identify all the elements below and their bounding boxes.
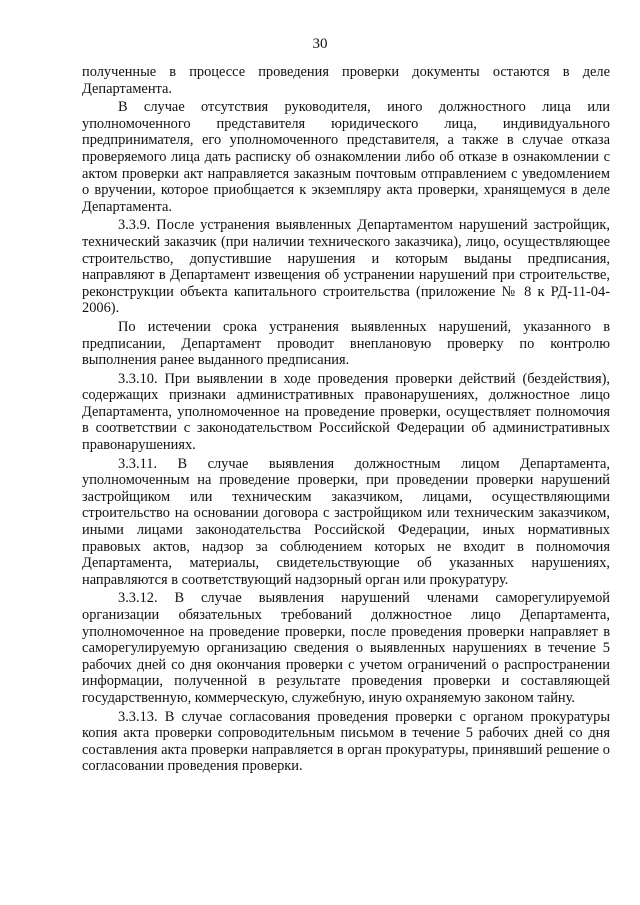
paragraph-3-3-9: 3.3.9. После устранения выявленных Департаментом нарушений застройщик, технический заказчик (при наличии технического заказчика), лицо, осуществляющее строительство, допустившие нарушения и которым выданы предписания, направляют в Департамент извещения об устранении нарушений при строительстве, реконструкции объекта капитального строительства (приложение № 8 к РД-11-04-2006). xyxy=(82,217,610,317)
paragraph-3-3-11: 3.3.11. В случае выявления должностным лицом Департамента, уполномоченным на проведение проверки, при проведении проверки нарушений застройщиком или техническим заказчиком, лицами, осуществляющими строительство на основании договора с застройщиком или техническим заказчиком, иными лицами законодательства Российской Федерации, иных нормативных правовых актов, надзор за соблюдением которых не входит в полномочия Департамента, материалы, свидетельствующие об указанных нарушениях, направляются в соответствующий надзорный орган или прокуратуру. xyxy=(82,455,610,588)
page-number: 30 xyxy=(312,36,328,52)
paragraph-3-3-10: 3.3.10. При выявлении в ходе проведения проверки действий (бездействия), содержащих признаки административных правонарушениях, должностное лицо Департамента, уполномоченное на проведение проверки, осуществляет полномочия в соответствии с законодательством Российской Федерации об административных правонарушениях. xyxy=(82,370,610,454)
paragraph-absence-of-representative: В случае отсутствия руководителя, иного должностного лица или уполномоченного представителя юридического лица, индивидуального предпринимателя, его уполномоченного представителя, а также в случае отказа проверяемого лица дать расписку об ознакомлении либо об отказе в ознакомлении с актом проверки акт направляется заказным почтовым отправлением с уведомлением о вручении, которое приобщается к экземпляру акта проверки, хранящемуся в деле Департамента. xyxy=(82,99,610,215)
paragraph-continuation: полученные в процессе проведения проверки документы остаются в деле Департамента. xyxy=(82,64,610,97)
paragraph-3-3-13: 3.3.13. В случае согласования проведения проверки с органом прокуратуры копия акта проверки сопроводительным письмом в течение 5 рабочих дней со дня составления акта проверки направляется в орган прокуратуры, принявший решение о согласовании проведения проверки. xyxy=(82,708,610,775)
paragraph-unscheduled-inspection: По истечении срока устранения выявленных нарушений, указанного в предписании, Департамент проводит внеплановую проверку по контролю выполнения ранее выданного предписания. xyxy=(82,318,610,369)
document-body xyxy=(82,64,610,777)
paragraph-3-3-12: 3.3.12. В случае выявления нарушений членами саморегулируемой организации обязательных требований должностное лицо Департамента, уполномоченное на проведение проверки, после проведения проверки направляет в саморегулируемую организацию сведения о выявленных нарушениях в течение 5 рабочих дней со дня окончания проверки с учетом ограничений о распространении информации, полученной в результате проведения проверки и составляющей государственную, коммерческую, служебную, иную охраняемую законом тайну. xyxy=(82,590,610,706)
